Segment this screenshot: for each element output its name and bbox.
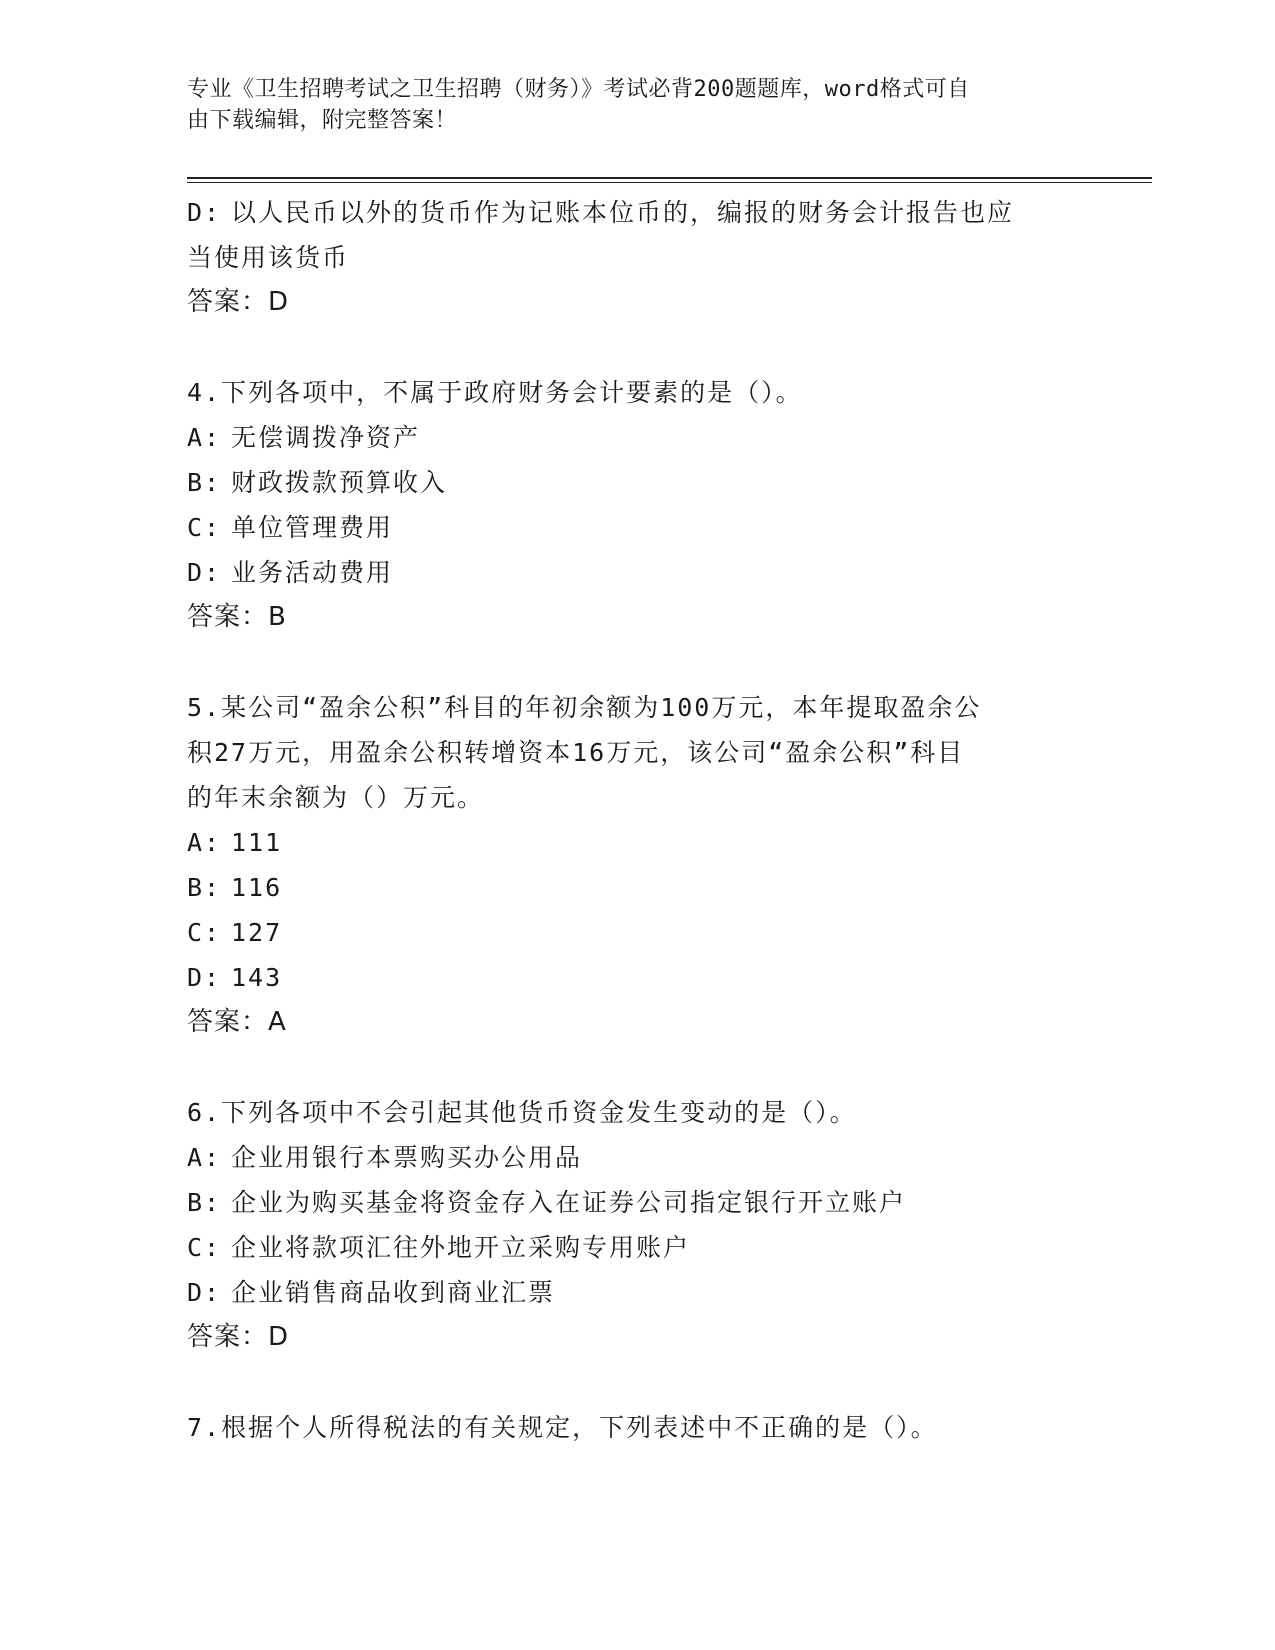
option-text: 业务活动费用 bbox=[231, 558, 394, 587]
option-letter: A: bbox=[187, 828, 222, 857]
option-text: 无偿调拨净资产 bbox=[231, 423, 421, 452]
document-header bbox=[187, 74, 1077, 136]
spacer bbox=[187, 1360, 1087, 1405]
header-line-1: 专业《卫生招聘考试之卫生招聘（财务）》考试必背200题题库，word格式可自 bbox=[187, 77, 970, 102]
option-letter: D: bbox=[187, 558, 222, 587]
question-3-tail bbox=[187, 190, 1087, 325]
option-letter: B: bbox=[187, 873, 222, 902]
option-letter: A: bbox=[187, 423, 222, 452]
option-d bbox=[187, 1270, 1087, 1315]
option-text: 企业销售商品收到商业汇票 bbox=[231, 1278, 556, 1307]
spacer bbox=[187, 1045, 1087, 1090]
option-letter: B: bbox=[187, 1188, 222, 1217]
answer-line: 答案：D bbox=[187, 287, 290, 317]
option-text: 企业将款项汇往外地开立采购专用账户 bbox=[231, 1233, 691, 1262]
option-text: 企业用银行本票购买办公用品 bbox=[231, 1143, 583, 1172]
option-text: 财政拨款预算收入 bbox=[231, 468, 448, 497]
question-stem: 7.根据个人所得税法的有关规定，下列表述中不正确的是（）。 bbox=[187, 1413, 938, 1442]
option-b bbox=[187, 1180, 1087, 1225]
document-body bbox=[187, 190, 1087, 1450]
answer-line: 答案：D bbox=[187, 1322, 290, 1352]
header-rule-thin bbox=[187, 182, 1152, 183]
question-stem: 6.下列各项中不会引起其他货币资金发生变动的是（）。 bbox=[187, 1098, 857, 1127]
option-d-continuation: 当使用该货币 bbox=[187, 243, 350, 272]
option-a bbox=[187, 415, 1087, 460]
option-text: 111 bbox=[231, 828, 283, 857]
option-letter: B: bbox=[187, 468, 222, 497]
option-text: 企业为购买基金将资金存入在证券公司指定银行开立账户 bbox=[231, 1188, 907, 1217]
question-stem: 的年末余额为（）万元。 bbox=[187, 783, 485, 812]
option-letter: D: bbox=[187, 1278, 222, 1307]
option-a bbox=[187, 1135, 1087, 1180]
question-7 bbox=[187, 1405, 1087, 1450]
option-letter: C: bbox=[187, 918, 222, 947]
question-stem: 积27万元，用盈余公积转增资本16万元，该公司“盈余公积”科目 bbox=[187, 738, 965, 767]
option-c bbox=[187, 910, 1087, 955]
answer-line: 答案：A bbox=[187, 1007, 287, 1037]
option-a bbox=[187, 820, 1087, 865]
option-text: 单位管理费用 bbox=[231, 513, 394, 542]
option-letter: C: bbox=[187, 1233, 222, 1262]
option-c bbox=[187, 505, 1087, 550]
option-d bbox=[187, 550, 1087, 595]
spacer bbox=[187, 325, 1087, 370]
spacer bbox=[187, 640, 1087, 685]
option-d bbox=[187, 955, 1087, 1000]
option-text: 116 bbox=[231, 873, 283, 902]
option-letter: A: bbox=[187, 1143, 222, 1172]
question-4 bbox=[187, 370, 1087, 640]
option-letter: D: bbox=[187, 963, 222, 992]
option-b bbox=[187, 460, 1087, 505]
option-text: 127 bbox=[231, 918, 283, 947]
option-letter: C: bbox=[187, 513, 222, 542]
option-d bbox=[187, 190, 1087, 235]
option-b bbox=[187, 865, 1087, 910]
option-c bbox=[187, 1225, 1087, 1270]
question-stem: 5.某公司“盈余公积”科目的年初余额为100万元，本年提取盈余公 bbox=[187, 693, 982, 722]
question-stem: 4.下列各项中，不属于政府财务会计要素的是（）。 bbox=[187, 378, 803, 407]
question-5 bbox=[187, 685, 1087, 1045]
header-rule-thick bbox=[187, 177, 1152, 179]
header-line-2: 由下载编辑，附完整答案！ bbox=[187, 108, 458, 133]
option-text: 143 bbox=[231, 963, 283, 992]
option-text: 以人民币以外的货币作为记账本位币的，编报的财务会计报告也应 bbox=[231, 198, 1015, 227]
option-letter: D: bbox=[187, 198, 222, 227]
answer-line: 答案：B bbox=[187, 602, 287, 632]
question-6 bbox=[187, 1090, 1087, 1360]
